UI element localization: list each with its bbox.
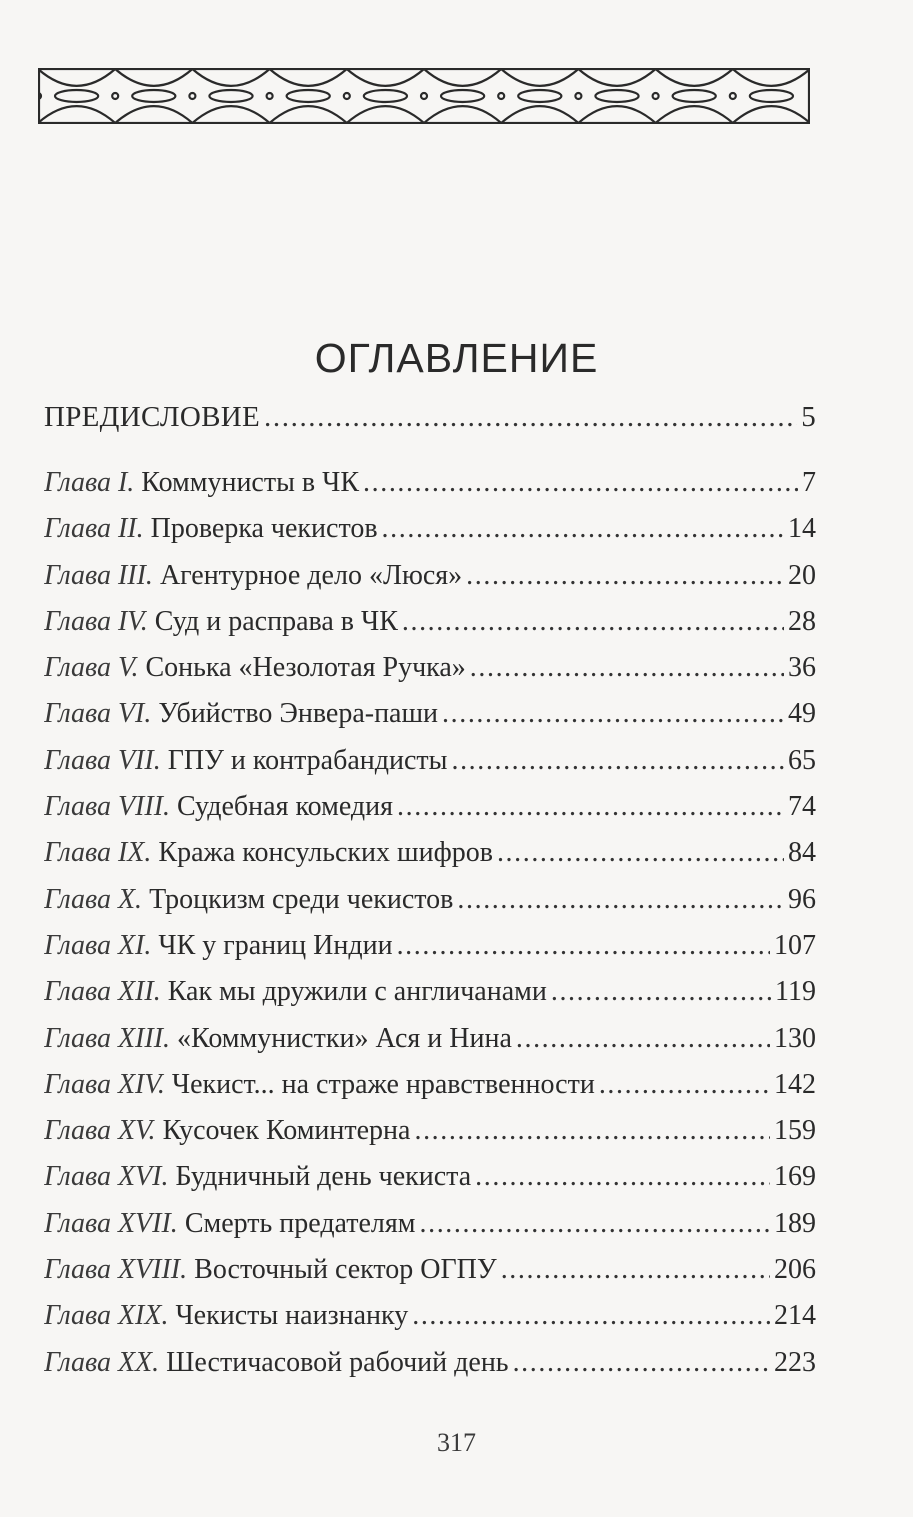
toc-entry-page: 49 <box>788 698 816 730</box>
page-title: ОГЛАВЛЕНИЕ <box>314 335 599 381</box>
chapter-title: Проверка чекистов <box>150 513 378 545</box>
toc-entry-page: 214 <box>774 1300 816 1332</box>
chapter-number: Глава VII. <box>44 744 161 776</box>
toc-entry[interactable] <box>44 1161 816 1207</box>
chapter-number: Глава XIV. <box>44 1068 165 1100</box>
toc-entry[interactable] <box>44 513 816 559</box>
toc-entry-page: 7 <box>802 467 816 498</box>
toc-entry-label <box>44 1208 416 1240</box>
chapter-title: Агентурное дело «Люся» <box>159 559 463 591</box>
toc-entry-label <box>44 560 462 592</box>
dot-leader <box>516 1023 770 1055</box>
toc-entry-page: 36 <box>788 652 816 684</box>
toc-entry[interactable] <box>44 1300 816 1346</box>
dot-leader <box>457 884 784 916</box>
toc-entry-page: 189 <box>774 1207 816 1239</box>
toc-entry[interactable] <box>44 745 816 791</box>
chapter-number: Глава XII. <box>44 976 161 1008</box>
chapter-number: Глава XIX. <box>44 1300 169 1332</box>
toc-entry-label <box>44 1347 509 1379</box>
toc-entry-label <box>44 1115 410 1147</box>
chapter-title: Кража консульских шифров <box>158 837 493 869</box>
toc-entry-label <box>44 1023 512 1055</box>
chapter-number: Глава IX. <box>44 837 152 869</box>
toc-entry-label <box>44 884 453 916</box>
toc-entry-page: 14 <box>788 513 816 545</box>
dot-leader <box>501 1254 770 1286</box>
toc-entry[interactable] <box>44 560 816 606</box>
toc-entry-label <box>44 1254 497 1286</box>
chapter-title: Шестичасовой рабочий день <box>166 1346 509 1378</box>
decorative-border-ornament <box>38 68 810 124</box>
chapter-title: Судебная комедия <box>177 791 393 823</box>
chapter-number: Глава XX. <box>44 1346 160 1378</box>
toc-entry-label <box>44 467 359 499</box>
toc-entry-page: 28 <box>788 605 816 637</box>
chapter-title: ЧК у границ Индии <box>158 929 393 961</box>
chapter-title: Будничный день чекиста <box>175 1161 472 1193</box>
toc-entry-label <box>44 791 393 823</box>
chapter-title: Коммунисты в ЧК <box>141 467 360 498</box>
chapter-title: Убийство Энвера-паши <box>158 698 439 730</box>
toc-entry-label <box>44 652 466 684</box>
toc-entry-label <box>44 698 438 730</box>
chapter-title: Чекист... на страже нравственности <box>171 1068 595 1100</box>
chapter-title: Троцкизм среди чекистов <box>149 883 454 915</box>
toc-entry[interactable] <box>44 837 816 883</box>
chapter-title: Суд и расправа в ЧК <box>154 605 398 637</box>
dot-leader <box>475 1161 770 1193</box>
dot-leader <box>414 1115 770 1147</box>
toc-entry-label <box>44 513 378 545</box>
toc-entry[interactable] <box>44 467 816 513</box>
dot-leader <box>599 1069 770 1101</box>
dot-leader <box>363 467 798 499</box>
toc-entry-label <box>44 930 393 962</box>
dot-leader <box>264 401 797 434</box>
toc-entry-page: 107 <box>774 929 816 961</box>
chapter-number: Глава IV. <box>44 605 148 637</box>
toc-entry-page: 5 <box>801 401 816 433</box>
dot-leader <box>451 745 784 777</box>
toc-entry[interactable] <box>44 976 816 1022</box>
toc-entry[interactable] <box>44 1208 816 1254</box>
toc-entry-label <box>44 606 398 638</box>
chapter-title: Чекисты наизнанку <box>175 1300 409 1332</box>
page-number: 317 <box>437 1428 476 1457</box>
chapter-title: Как мы дружили с англичанами <box>167 976 547 1008</box>
chapter-number: Глава XVI. <box>44 1161 169 1193</box>
dot-leader <box>412 1300 770 1332</box>
toc-entry-page: 84 <box>788 837 816 869</box>
toc-entry-label <box>44 976 547 1008</box>
toc-entry-preface[interactable] <box>44 401 816 467</box>
chapter-number: Глава I. <box>44 467 135 498</box>
toc-entry[interactable] <box>44 1069 816 1115</box>
toc-entry[interactable] <box>44 791 816 837</box>
toc-entry[interactable] <box>44 652 816 698</box>
dot-leader <box>513 1347 770 1379</box>
toc-entry-label <box>44 745 447 777</box>
toc-entry[interactable] <box>44 1254 816 1300</box>
toc-entry-page: 65 <box>788 744 816 776</box>
toc-entry-page: 223 <box>774 1346 816 1378</box>
toc-entry-label <box>44 1161 471 1193</box>
dot-leader <box>551 976 771 1008</box>
toc-entry[interactable] <box>44 884 816 930</box>
toc-entry[interactable] <box>44 1023 816 1069</box>
dot-leader <box>466 560 784 592</box>
toc-entry-page: 159 <box>774 1115 816 1147</box>
chapter-number: Глава VIII. <box>44 791 171 823</box>
chapter-number: Глава X. <box>44 883 143 915</box>
dot-leader <box>397 930 770 962</box>
toc-entry-page: 96 <box>788 883 816 915</box>
toc-entry-label <box>44 1069 595 1101</box>
chapter-number: Глава III. <box>44 559 153 591</box>
dot-leader <box>497 837 784 869</box>
dot-leader <box>397 791 784 823</box>
toc-entry[interactable] <box>44 606 816 652</box>
toc-entry-label <box>44 837 493 869</box>
chapter-number: Глава XIII. <box>44 1022 171 1054</box>
toc-entry-label <box>44 1300 408 1332</box>
chapter-title: ГПУ и контрабандисты <box>167 744 448 776</box>
dot-leader <box>442 698 784 730</box>
chapter-number: Глава V. <box>44 652 139 684</box>
dot-leader <box>382 513 784 545</box>
toc-entry[interactable] <box>44 1347 816 1393</box>
chapter-title: «Коммунистки» Ася и Нина <box>177 1022 512 1054</box>
toc-entry[interactable] <box>44 698 816 744</box>
chapter-title: Смерть предателям <box>184 1207 416 1239</box>
chapter-number: Глава XV. <box>44 1115 156 1147</box>
chapter-title: Сонька «Незолотая Ручка» <box>145 652 466 684</box>
toc-entry[interactable] <box>44 930 816 976</box>
chapter-title: Кусочек Коминтерна <box>162 1115 411 1147</box>
dot-leader <box>420 1208 771 1240</box>
toc-entry-title: ПРЕДИСЛОВИЕ <box>44 401 261 433</box>
chapter-number: Глава XI. <box>44 929 152 961</box>
toc-entry-page: 119 <box>775 976 816 1008</box>
dot-leader <box>402 606 784 638</box>
toc-entry-page: 206 <box>774 1254 816 1286</box>
toc-entry[interactable] <box>44 1115 816 1161</box>
toc-entry-page: 74 <box>788 791 816 823</box>
chapter-title: Восточный сектор ОГПУ <box>194 1254 497 1286</box>
chapter-number: Глава XVII. <box>44 1207 178 1239</box>
toc-entry-page: 20 <box>788 559 816 591</box>
table-of-contents <box>44 401 816 1393</box>
chapter-number: Глава II. <box>44 513 144 545</box>
chapter-number: Глава VI. <box>44 698 152 730</box>
dot-leader <box>470 652 784 684</box>
toc-entry-page: 169 <box>774 1161 816 1193</box>
toc-entry-page: 142 <box>774 1068 816 1100</box>
toc-entry-page: 130 <box>774 1022 816 1054</box>
chapter-number: Глава XVIII. <box>44 1254 188 1286</box>
